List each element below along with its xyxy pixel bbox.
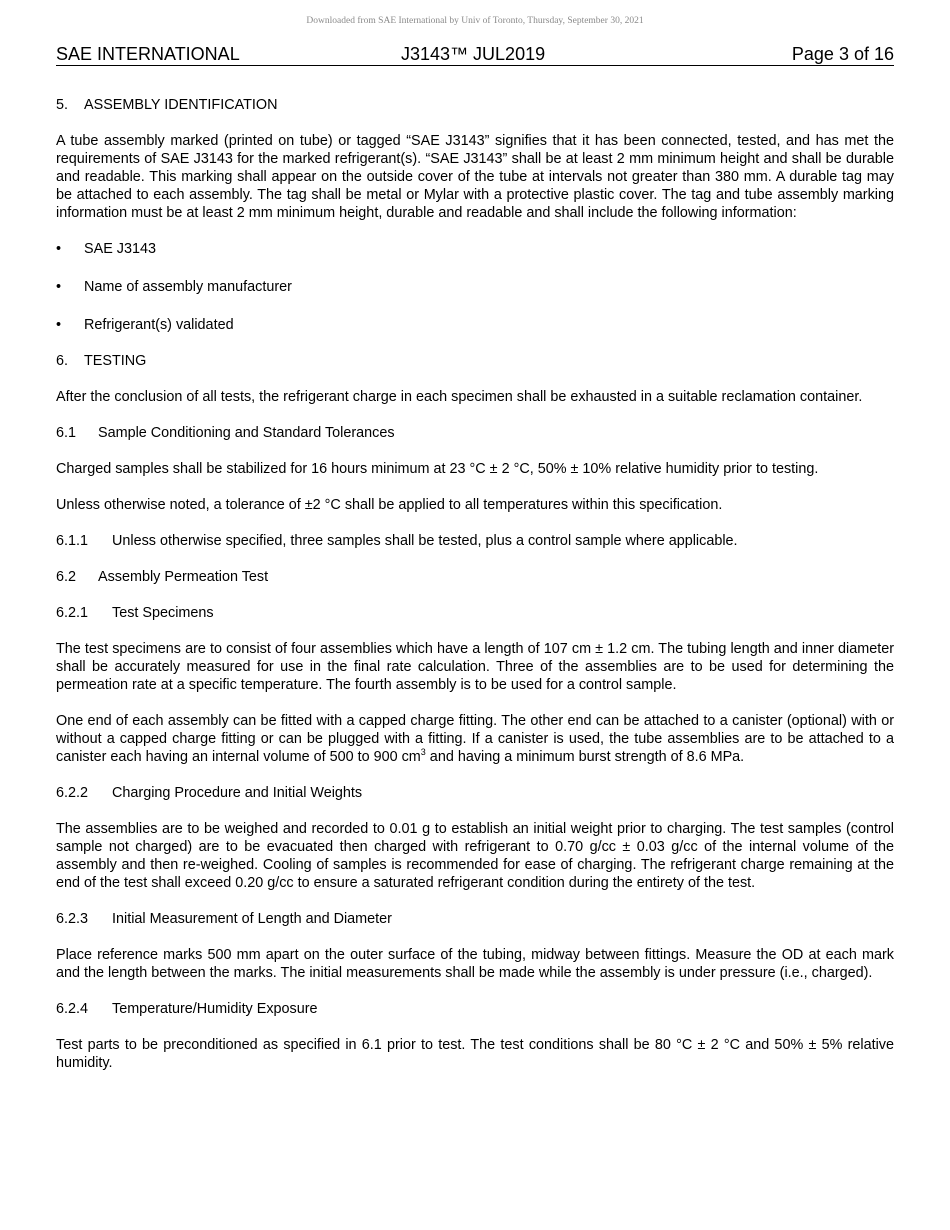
header-doc-id: J3143™ JUL2019 — [401, 44, 546, 64]
section-6-2-4-heading — [56, 1000, 894, 1018]
section-5-paragraph: A tube assembly marked (printed on tube) or tagged “SAE J3143” signifies that it has been connected, tested, and has met the requirements of SAE J3143 for the marked refrigerant(s). “SAE J3143” shall be at least 2 mm minimum height and shall be durable and readable. This marking shall appear on the outside cover of the tube at intervals not greater than 380 mm. A durable tag may be attached to each assembly. The tag shall be metal or Mylar with a protective plastic cover. The tag and tube assembly marking information must be at least 2 mm minimum height, durable and readable and shall include the following information: — [56, 133, 894, 221]
document-body — [56, 96, 894, 1090]
header-page-number: Page 3 of 16 — [791, 44, 894, 64]
section-number: 6.2.3 — [56, 911, 89, 927]
bullet-icon: • — [56, 279, 62, 295]
section-6-2-3-paragraph: Place reference marks 500 mm apart on the outer surface of the tubing, midway between fittings. Measure the OD at each mark and the length between the marks. The initial measurements shall be made while the assembly is under pressure (i.e., charged). — [56, 947, 894, 981]
section-title: Temperature/Humidity Exposure — [112, 1001, 318, 1017]
section-6-1-paragraph-2: Unless otherwise noted, a tolerance of ±2 °C shall be applied to all temperatures within this specification. — [56, 497, 723, 513]
list-item-text: Name of assembly manufacturer — [84, 279, 292, 295]
download-watermark: Downloaded from SAE International by Univ of Toronto, Thursday, September 30, 2021 — [306, 16, 644, 26]
section-6-paragraph: After the conclusion of all tests, the refrigerant charge in each specimen shall be exhausted in a suitable reclamation container. — [56, 389, 863, 405]
section-6-1-1 — [56, 532, 894, 550]
section-6-2-1-paragraph-1: The test specimens are to consist of four assemblies which have a length of 107 cm ± 1.2 cm. The tubing length and inner diameter shall be accurately measured for use in the final rate calculation. Three of the assemblies are to be used for determining the permeation rate at a specific temperature. The fourth assembly is to be used for a control sample. — [56, 641, 894, 693]
section-6-2-2-heading — [56, 784, 894, 802]
section-title: Sample Conditioning and Standard Tolerances — [98, 425, 395, 441]
list-item — [56, 316, 894, 334]
section-text: Unless otherwise specified, three samples shall be tested, plus a control sample where applicable. — [112, 533, 738, 549]
section-title: TESTING — [84, 353, 147, 369]
bullet-icon: • — [56, 317, 62, 333]
list-item — [56, 278, 894, 296]
section-title: Charging Procedure and Initial Weights — [112, 785, 363, 801]
section-6-1-paragraph-1: Charged samples shall be stabilized for 16 hours minimum at 23 °C ± 2 °C, 50% ± 10% relative humidity prior to testing. — [56, 461, 819, 477]
section-number: 6.1 — [56, 425, 77, 441]
section-6-heading — [56, 352, 894, 370]
section-6-2-2-paragraph: The assemblies are to be weighed and recorded to 0.01 g to establish an initial weight prior to charging. The test samples (control sample not charged) are to be evacuated then charged with refrigerant to 0.70 g/cc ± 0.03 g/cc of the internal volume of the assembly and then re-weighed. Cooling of samples is recommended for ease of charging. The refrigerant charge remaining at the end of the test shall exceed 0.20 g/cc to ensure a saturated refrigerant condition during the entirety of the test. — [56, 821, 894, 891]
section-number: 6.1.1 — [56, 533, 89, 549]
section-number: 6. — [56, 353, 69, 369]
paragraph-text-part: and having a minimum burst strength of 8.6 MPa. — [425, 749, 745, 765]
bullet-icon: • — [56, 241, 62, 257]
section-6-2-1-heading — [56, 604, 894, 622]
section-6-1-heading — [56, 424, 894, 442]
section-number: 6.2 — [56, 569, 77, 585]
page-header — [56, 43, 894, 66]
section-title: Assembly Permeation Test — [98, 569, 269, 585]
list-item-text: Refrigerant(s) validated — [84, 317, 234, 333]
section-number: 5. — [56, 97, 69, 113]
section-number: 6.2.1 — [56, 605, 89, 621]
section-title: ASSEMBLY IDENTIFICATION — [84, 97, 278, 113]
section-6-2-1-paragraph-2 — [56, 712, 894, 766]
list-item-text: SAE J3143 — [84, 241, 157, 257]
section-6-2-heading — [56, 568, 894, 586]
header-org: SAE INTERNATIONAL — [56, 44, 240, 64]
list-item — [56, 240, 894, 258]
paragraph-text-part: One end of each assembly can be fitted with a capped charge fitting. The other end can be attached to a canister (optional) with or without a capped charge fitting or can be plugged with a fitting. If a canister is used, the tube assemblies are to be attached to a canister each having an internal volume of 500 to 900 cm — [56, 713, 894, 765]
section-number: 6.2.2 — [56, 785, 89, 801]
section-6-2-4-paragraph: Test parts to be preconditioned as specified in 6.1 prior to test. The test conditions shall be 80 °C ± 2 °C and 50% ± 5% relative humidity. — [56, 1037, 894, 1071]
section-title: Test Specimens — [112, 605, 214, 621]
section-5-heading — [56, 96, 894, 114]
section-number: 6.2.4 — [56, 1001, 89, 1017]
section-6-2-3-heading — [56, 910, 894, 928]
section-title: Initial Measurement of Length and Diameter — [112, 911, 392, 927]
superscript-exponent: 3 — [420, 747, 426, 758]
